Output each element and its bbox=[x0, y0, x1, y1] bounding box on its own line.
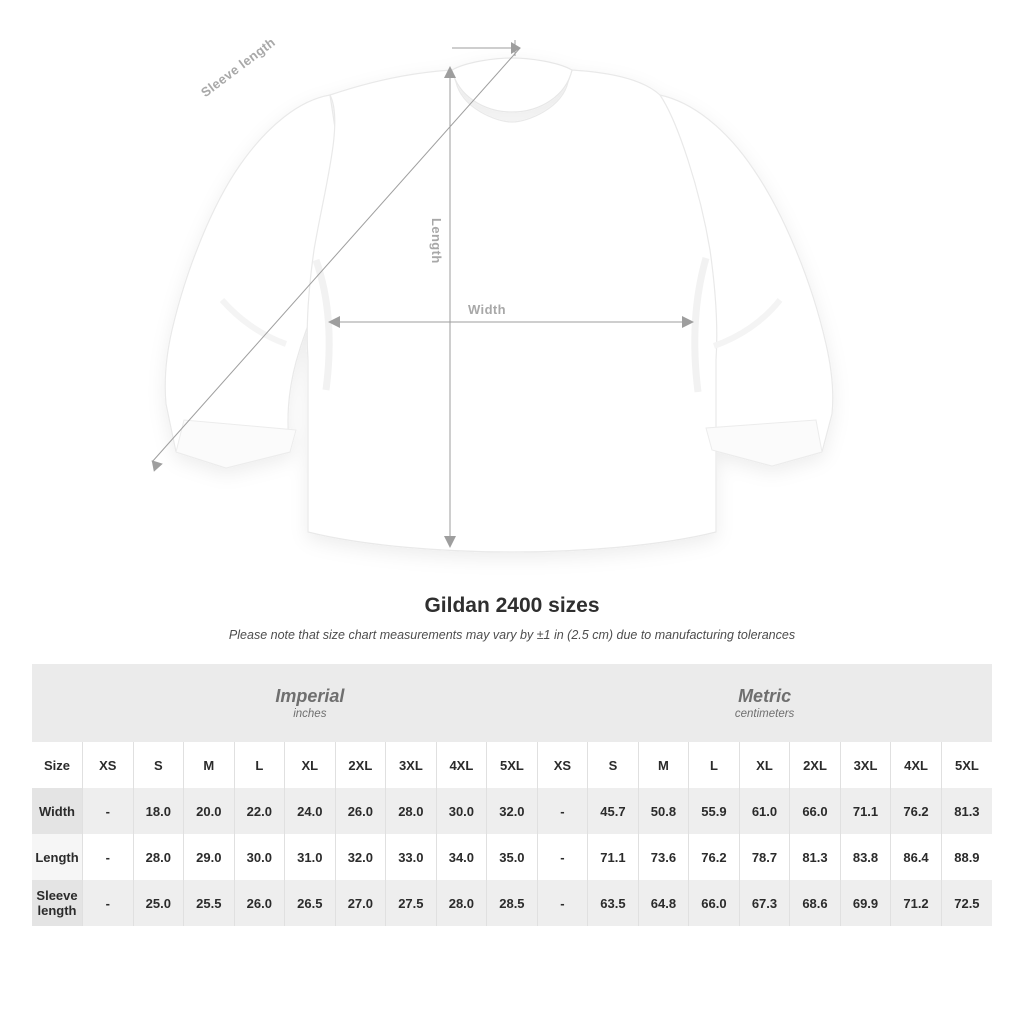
size-header-imperial-xl: XL bbox=[285, 742, 336, 788]
unit-header-spacer bbox=[32, 664, 83, 742]
cell-metric-xl: 78.7 bbox=[739, 834, 790, 880]
size-header-row bbox=[32, 742, 992, 788]
cell-metric-5xl: 81.3 bbox=[941, 788, 992, 834]
cell-imperial-xs: - bbox=[83, 834, 134, 880]
cell-metric-2xl: 68.6 bbox=[790, 880, 841, 926]
unit-name-imperial: Imperial bbox=[275, 685, 345, 706]
cell-imperial-4xl: 28.0 bbox=[436, 880, 487, 926]
size-header-metric-s: S bbox=[588, 742, 639, 788]
cell-imperial-s: 18.0 bbox=[133, 788, 184, 834]
cell-imperial-5xl: 28.5 bbox=[487, 880, 538, 926]
cell-metric-2xl: 81.3 bbox=[790, 834, 841, 880]
size-header-imperial-3xl: 3XL bbox=[386, 742, 437, 788]
tolerance-note: Please note that size chart measurements may vary by ±1 in (2.5 cm) due to manufacturing tolerances bbox=[228, 628, 796, 642]
size-table bbox=[32, 664, 992, 926]
unit-header-imperial bbox=[83, 664, 538, 742]
cell-imperial-3xl: 33.0 bbox=[386, 834, 437, 880]
cell-imperial-m: 29.0 bbox=[184, 834, 235, 880]
table-row bbox=[32, 788, 992, 834]
cell-metric-s: 71.1 bbox=[588, 834, 639, 880]
cell-metric-s: 63.5 bbox=[588, 880, 639, 926]
cell-imperial-4xl: 34.0 bbox=[436, 834, 487, 880]
size-header-imperial-2xl: 2XL bbox=[335, 742, 386, 788]
cell-imperial-xl: 26.5 bbox=[285, 880, 336, 926]
cell-metric-xs: - bbox=[537, 880, 588, 926]
size-header-metric-5xl: 5XL bbox=[941, 742, 992, 788]
cell-metric-xl: 67.3 bbox=[739, 880, 790, 926]
cell-metric-l: 66.0 bbox=[689, 880, 740, 926]
cell-metric-5xl: 88.9 bbox=[941, 834, 992, 880]
cell-metric-xs: - bbox=[537, 788, 588, 834]
size-header-label: Size bbox=[32, 742, 83, 788]
cell-imperial-m: 25.5 bbox=[184, 880, 235, 926]
cell-metric-2xl: 66.0 bbox=[790, 788, 841, 834]
cell-imperial-xs: - bbox=[83, 788, 134, 834]
cell-imperial-3xl: 28.0 bbox=[386, 788, 437, 834]
size-header-imperial-4xl: 4XL bbox=[436, 742, 487, 788]
cell-imperial-2xl: 32.0 bbox=[335, 834, 386, 880]
cell-metric-m: 50.8 bbox=[638, 788, 689, 834]
width-dimension-label: Width bbox=[468, 302, 506, 317]
size-header-metric-3xl: 3XL bbox=[840, 742, 891, 788]
cell-metric-xs: - bbox=[537, 834, 588, 880]
cell-imperial-2xl: 26.0 bbox=[335, 788, 386, 834]
size-header-imperial-l: L bbox=[234, 742, 285, 788]
cell-imperial-m: 20.0 bbox=[184, 788, 235, 834]
size-header-metric-l: L bbox=[689, 742, 740, 788]
cell-metric-3xl: 83.8 bbox=[840, 834, 891, 880]
cell-imperial-3xl: 27.5 bbox=[386, 880, 437, 926]
size-header-metric-m: M bbox=[638, 742, 689, 788]
unit-sub-imperial: inches bbox=[293, 708, 327, 721]
size-table-wrapper bbox=[32, 664, 992, 926]
sleeve-length-dimension-label: Sleeve length bbox=[198, 34, 279, 100]
cell-metric-s: 45.7 bbox=[588, 788, 639, 834]
cell-imperial-l: 26.0 bbox=[234, 880, 285, 926]
size-header-imperial-m: M bbox=[184, 742, 235, 788]
cell-metric-3xl: 69.9 bbox=[840, 880, 891, 926]
unit-name-metric: Metric bbox=[738, 685, 792, 706]
size-header-imperial-5xl: 5XL bbox=[487, 742, 538, 788]
length-dimension-label: Length bbox=[429, 218, 444, 264]
cell-imperial-5xl: 35.0 bbox=[487, 834, 538, 880]
cell-metric-xl: 61.0 bbox=[739, 788, 790, 834]
table-row bbox=[32, 834, 992, 880]
chart-title-block bbox=[0, 594, 1024, 642]
cell-imperial-s: 28.0 bbox=[133, 834, 184, 880]
cell-imperial-5xl: 32.0 bbox=[487, 788, 538, 834]
cell-metric-m: 64.8 bbox=[638, 880, 689, 926]
cell-metric-m: 73.6 bbox=[638, 834, 689, 880]
row-label-sleeve-length: Sleeve length bbox=[32, 880, 83, 926]
page-title: Gildan 2400 sizes bbox=[424, 594, 600, 617]
size-header-imperial-s: S bbox=[133, 742, 184, 788]
cell-metric-l: 55.9 bbox=[689, 788, 740, 834]
cell-imperial-xl: 31.0 bbox=[285, 834, 336, 880]
cell-metric-4xl: 71.2 bbox=[891, 880, 942, 926]
cell-imperial-l: 22.0 bbox=[234, 788, 285, 834]
unit-header-row bbox=[32, 664, 992, 742]
size-header-imperial-xs: XS bbox=[83, 742, 134, 788]
cell-imperial-s: 25.0 bbox=[133, 880, 184, 926]
row-label-length: Length bbox=[32, 834, 83, 880]
cell-imperial-2xl: 27.0 bbox=[335, 880, 386, 926]
cell-metric-4xl: 86.4 bbox=[891, 834, 942, 880]
cell-imperial-xs: - bbox=[83, 880, 134, 926]
cell-metric-l: 76.2 bbox=[689, 834, 740, 880]
cell-metric-4xl: 76.2 bbox=[891, 788, 942, 834]
cell-imperial-l: 30.0 bbox=[234, 834, 285, 880]
row-label-width: Width bbox=[32, 788, 83, 834]
size-header-metric-4xl: 4XL bbox=[891, 742, 942, 788]
table-row bbox=[32, 880, 992, 926]
cell-metric-3xl: 71.1 bbox=[840, 788, 891, 834]
unit-header-metric bbox=[537, 664, 992, 742]
size-header-metric-xs: XS bbox=[537, 742, 588, 788]
size-header-metric-xl: XL bbox=[739, 742, 790, 788]
cell-imperial-4xl: 30.0 bbox=[436, 788, 487, 834]
cell-imperial-xl: 24.0 bbox=[285, 788, 336, 834]
size-header-metric-2xl: 2XL bbox=[790, 742, 841, 788]
cell-metric-5xl: 72.5 bbox=[941, 880, 992, 926]
unit-sub-metric: centimeters bbox=[734, 708, 795, 721]
